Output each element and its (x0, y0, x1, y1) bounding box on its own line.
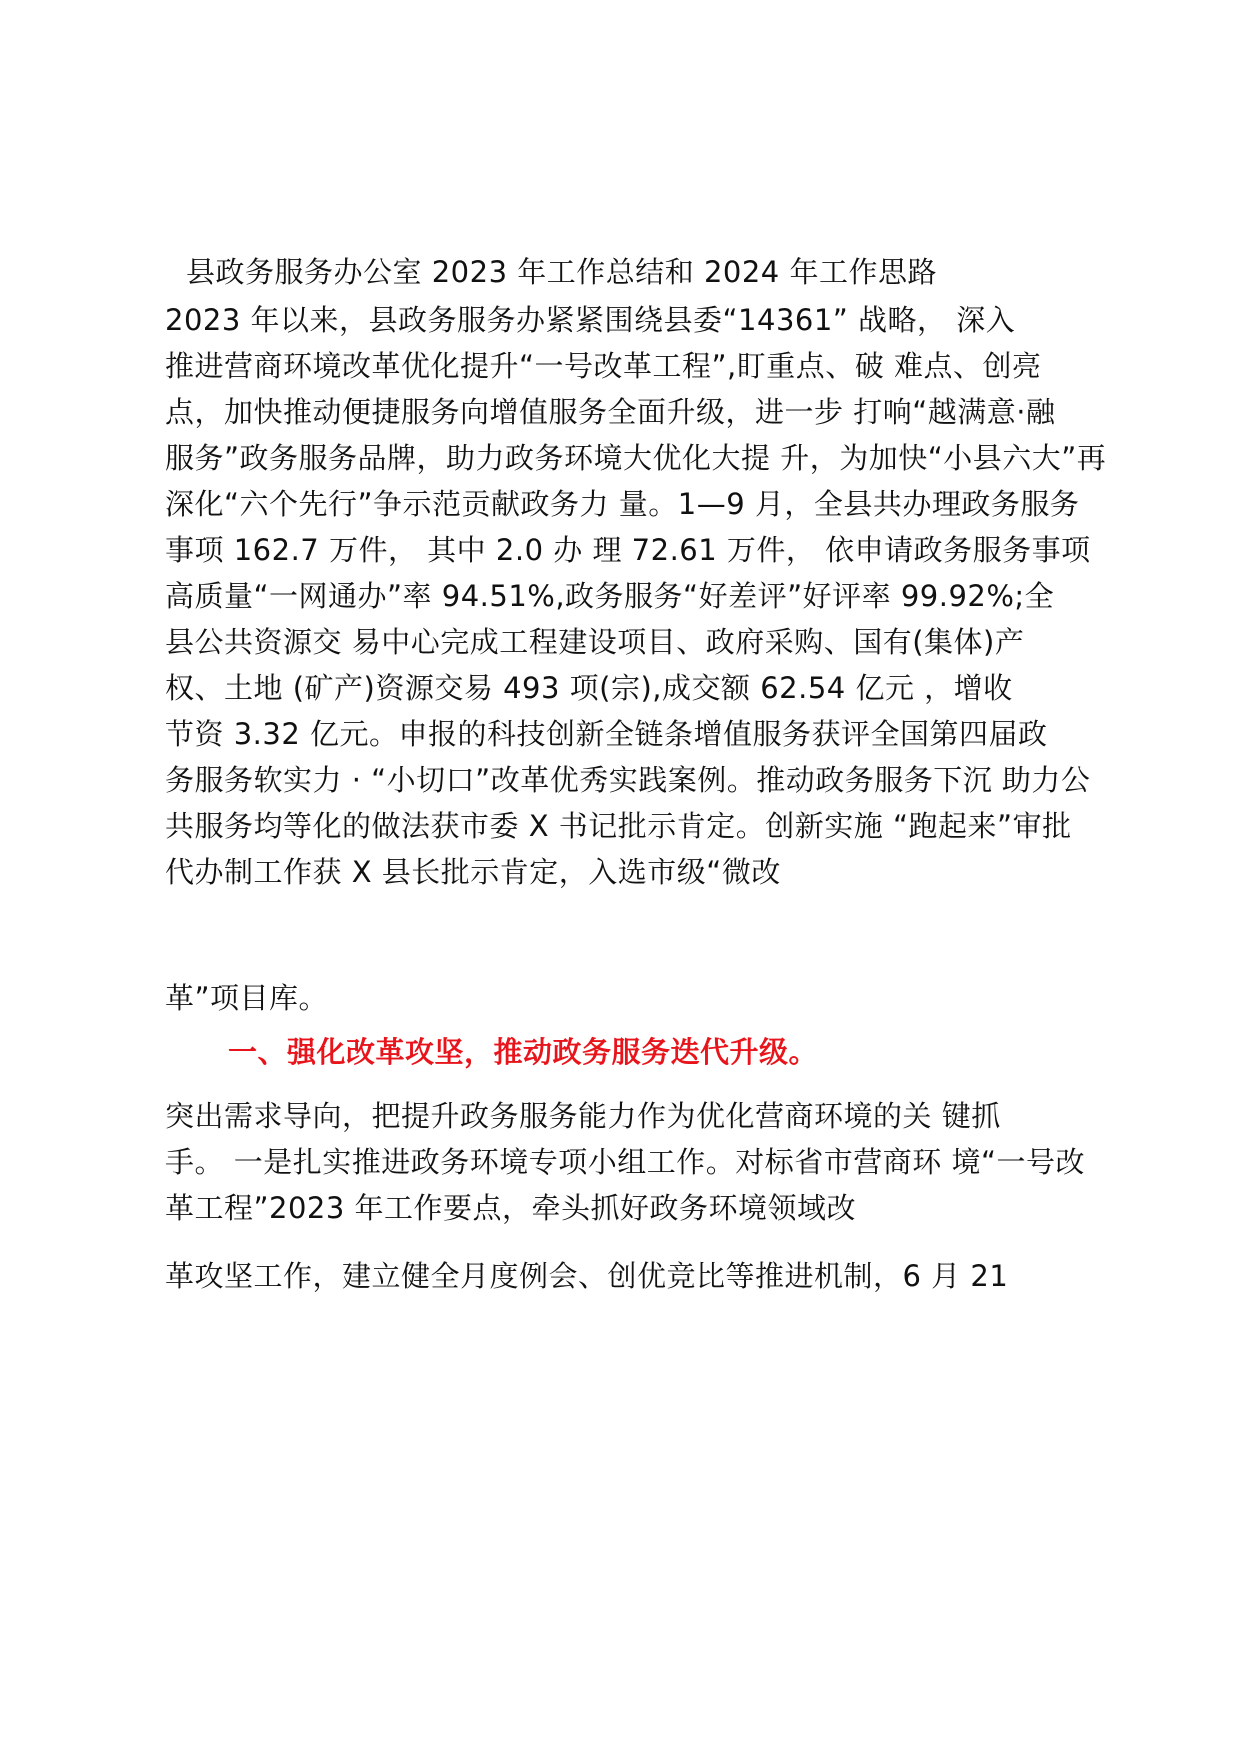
paragraph-line: 高质量“一网通办”率 94.51%,政务服务“好差评”好评率 99.92%;全 (165, 579, 1055, 613)
paragraph-line: 革攻坚工作，建立健全月度例会、创优竞比等推进机制，6 月 21 (165, 1259, 1009, 1293)
paragraph-line: 共服务均等化的做法获市委 X 书记批示肯定。创新实施 “跑起来”审批 (165, 809, 1072, 843)
paragraph-line: 手。 一是扎实推进政务环境专项小组工作。对标省市营商环 境“一号改 (165, 1145, 1085, 1179)
paragraph-line: 务服务软实力 · “小切口”改革优秀实践案例。推动政务服务下沉 助力公 (165, 763, 1091, 797)
paragraph-line: 事项 162.7 万件， 其中 2.0 办 理 72.61 万件， 依申请政务服务事项 (165, 533, 1091, 567)
paragraph-line: 深化“六个先行”争示范贡献政务力 量。1—9 月，全县共办理政务服务 (165, 487, 1080, 521)
paragraph-line: 权、土地 (矿产)资源交易 493 项(宗),成交额 62.54 亿元 ，增收 (165, 671, 1013, 705)
paragraph-line: 2023 年以来，县政务服务办紧紧围绕县委“14361” 战略， 深入 (165, 303, 1016, 337)
paragraph-line: 点，加快推动便捷服务向增值服务全面升级，进一步 打响“越满意·融 (165, 395, 1056, 429)
paragraph-line: 节资 3.32 亿元。申报的科技创新全链条增值服务获评全国第四届政 (165, 717, 1048, 751)
paragraph-line: 突出需求导向，把提升政务服务能力作为优化营商环境的关 键抓 (165, 1099, 1001, 1133)
paragraph-line: 革工程”2023 年工作要点，牵头抓好政务环境领域改 (165, 1191, 857, 1225)
paragraph-line: 服务”政务服务品牌，助力政务环境大优化大提 升，为加快“小县六大”再 (165, 441, 1107, 475)
paragraph-line: 县公共资源交 易中心完成工程建设项目、政府采购、国有(集体)产 (165, 625, 1025, 659)
paragraph-line: 革”项目库。 (165, 981, 329, 1015)
paragraph-line: 推进营商环境改革优化提升“一号改革工程”,盯重点、破 难点、创亮 (165, 349, 1042, 383)
paragraph-line: 代办制工作获 X 县长批示肯定，入选市级“微改 (165, 855, 781, 889)
document-title: 县政务服务办公室 2023 年工作总结和 2024 年工作思路 (186, 255, 937, 289)
section-heading: 一、强化改革攻坚，推动政务服务迭代升级。 (228, 1035, 819, 1069)
